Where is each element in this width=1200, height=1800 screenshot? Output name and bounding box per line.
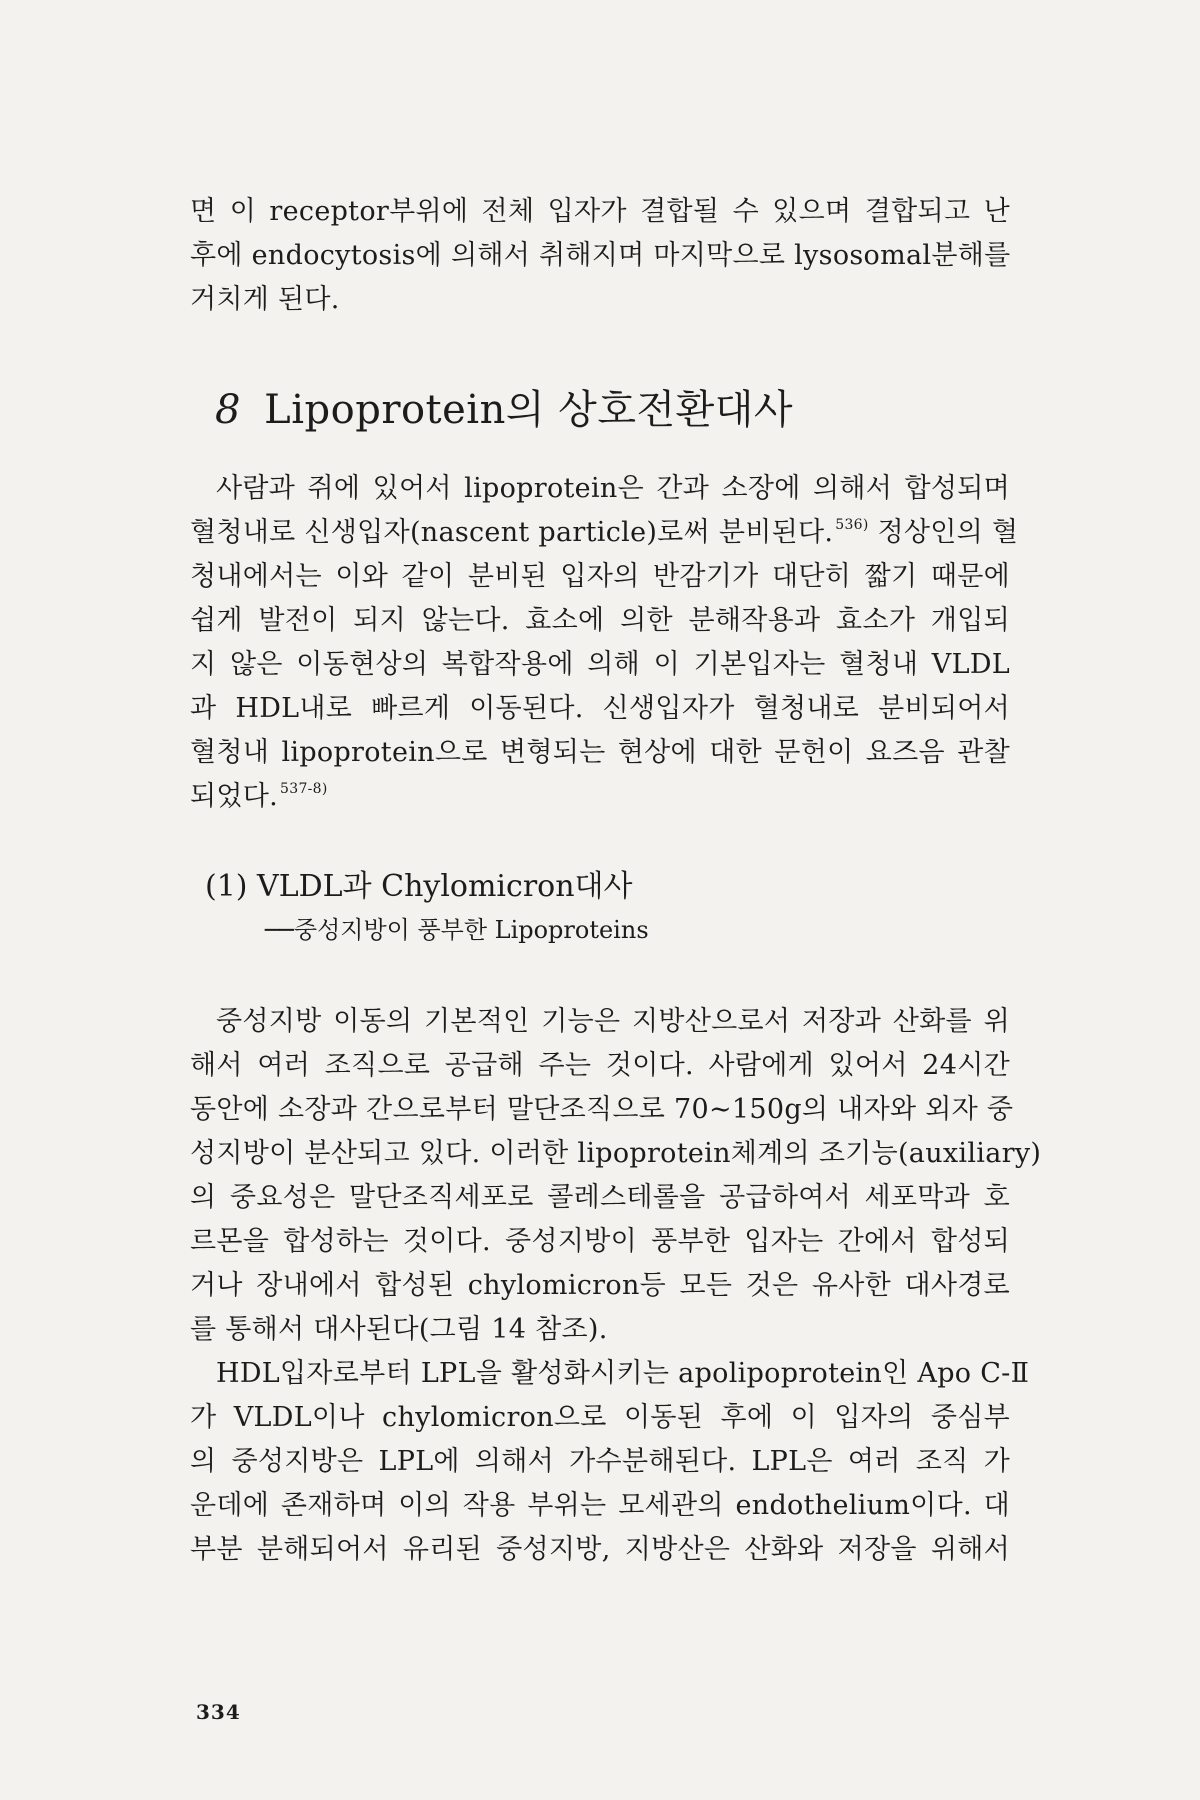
reference-superscript: 536)	[835, 517, 869, 533]
text-line: 사람과 쥐에 있어서 lipoprotein은 간과 소장에 의해서 합성되며	[216, 473, 1010, 504]
intro-paragraph	[190, 467, 1019, 819]
text-line: 후에 endocytosis에 의해서 취해지며 마지막으로 lysosomal분해를	[190, 240, 1011, 271]
page-number: 334	[196, 1700, 241, 1724]
text-line: 운데에 존재하며 이의 작용 부위는 모세관의 endothelium이다. 대	[190, 1490, 1010, 1521]
continuation-paragraph	[190, 190, 1010, 322]
text-line: 의 중요성은 말단조직세포로 콜레스테롤을 공급하여서 세포막과 호	[190, 1182, 1010, 1213]
body-paragraph-2	[190, 1352, 1030, 1572]
text-line: 를 통해서 대사된다(그림 14 참조).	[190, 1314, 608, 1345]
text-line: HDL입자로부터 LPL을 활성화시키는 apolipoprotein인 Apo C-Ⅱ	[216, 1358, 1030, 1389]
subsection-heading: (1) VLDL과 Chylomicron대사	[205, 869, 633, 904]
text-line: 해서 여러 조직으로 공급해 주는 것이다. 사람에게 있어서 24시간	[190, 1050, 1010, 1081]
text-line: 되었다. $^{537-8)}$	[190, 781, 328, 812]
text-line: 과 HDL내로 빠르게 이동된다. 신생입자가 혈청내로 분비되어서	[190, 693, 1010, 724]
text-line: 중성지방 이동의 기본적인 기능은 지방산으로서 저장과 산화를 위	[216, 1006, 1010, 1037]
text-line: 청내에서는 이와 같이 분비된 입자의 반감기가 대단히 짧기 때문에	[190, 561, 1010, 592]
body-paragraph-1	[190, 1000, 1042, 1352]
section-number: 8	[215, 387, 241, 433]
text-line: 면 이 receptor부위에 전체 입자가 결합될 수 있으며 결합되고 난	[190, 196, 1010, 227]
text-line: 부분 분해되어서 유리된 중성지방, 지방산은 산화와 저장을 위해서	[190, 1534, 1010, 1565]
text-line: 거나 장내에서 합성된 chylomicron등 모든 것은 유사한 대사경로	[190, 1270, 1010, 1301]
section-heading	[215, 382, 793, 438]
text-line: 혈청내 lipoprotein으로 변형되는 현상에 대한 문헌이 요즈음 관찰	[190, 737, 1010, 768]
text-line: 동안에 소장과 간으로부터 말단조직으로 70∼150g의 내자와 외자 중	[190, 1094, 1014, 1125]
text-line: 가 VLDL이나 chylomicron으로 이동된 후에 이 입자의 중심부	[190, 1402, 1010, 1433]
text-line: 쉽게 발전이 되지 않는다. 효소에 의한 분해작용과 효소가 개입되	[190, 605, 1010, 636]
text-line: 혈청내로 신생입자(nascent particle)로써 분비된다. $^{536)}$ 정상인의 혈	[190, 517, 1019, 548]
subsection-subtitle: ──중성지방이 풍부한 Lipoproteins	[265, 916, 649, 944]
text-line: 성지방이 분산되고 있다. 이러한 lipoprotein체계의 조기능(auxiliary)	[190, 1138, 1042, 1169]
section-title: Lipoprotein의 상호전환대사	[264, 387, 794, 433]
text-line: 거치게 된다.	[190, 284, 340, 315]
text-line: 지 않은 이동현상의 복합작용에 의해 이 기본입자는 혈청내 VLDL	[190, 649, 1010, 680]
text-line: 르몬을 합성하는 것이다. 중성지방이 풍부한 입자는 간에서 합성되	[190, 1226, 1010, 1257]
text-line: 의 중성지방은 LPL에 의해서 가수분해된다. LPL은 여러 조직 가	[190, 1446, 1010, 1477]
reference-superscript: 537-8)	[280, 781, 328, 797]
